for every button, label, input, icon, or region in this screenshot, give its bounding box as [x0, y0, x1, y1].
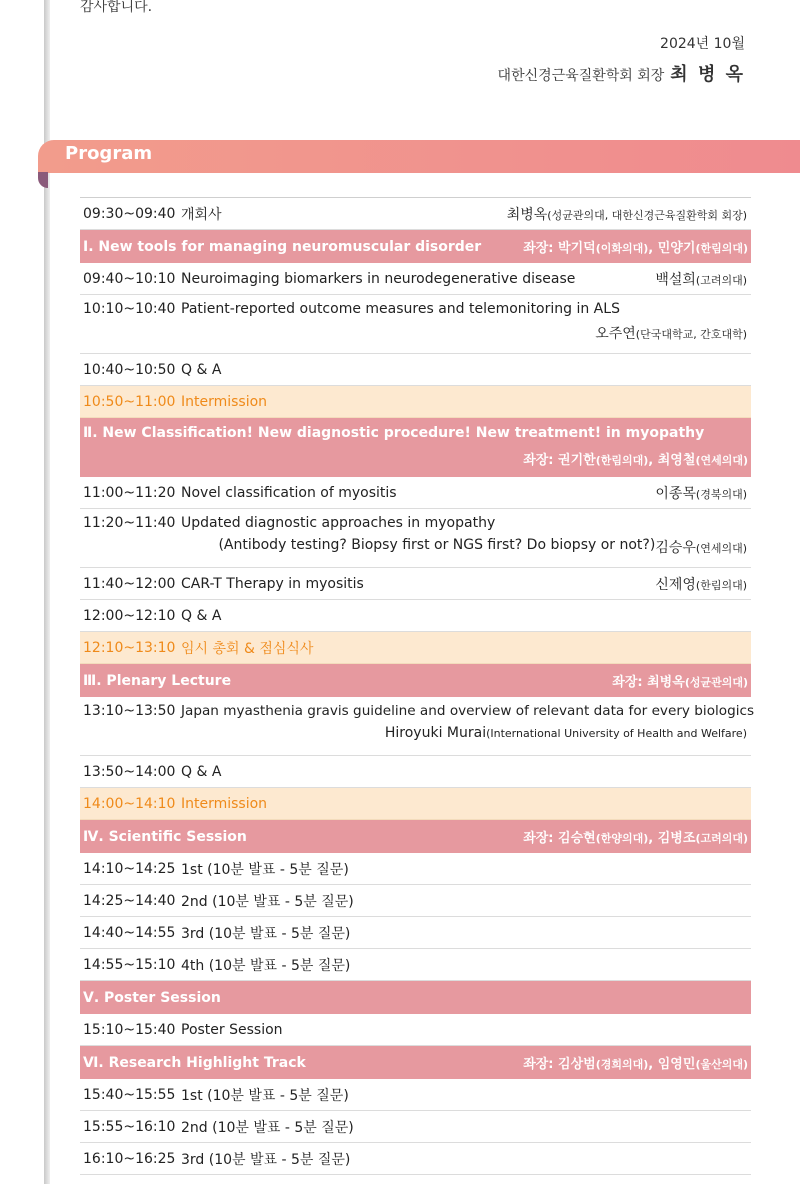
- row-title: Q & A: [181, 607, 222, 624]
- row-title: Novel classification of myositis: [181, 484, 397, 501]
- row-time: 11:00~11:20: [83, 484, 176, 501]
- chair-name: 김병조: [657, 831, 696, 846]
- row-time: 09:30~09:40: [83, 205, 176, 222]
- speaker-affiliation: (연세의대): [695, 542, 747, 555]
- row-title: Updated diagnostic approaches in myopathy: [181, 515, 496, 531]
- section-header: [80, 981, 751, 1014]
- chair-name: 김승현: [558, 831, 596, 846]
- row-title: 1st (10분 발표 - 5분 질문): [181, 861, 349, 878]
- chair-name: 박기덕: [558, 241, 596, 256]
- table-row: [80, 1014, 751, 1046]
- table-row: [80, 1143, 751, 1175]
- chair-separator: ,: [648, 1057, 658, 1072]
- row-time: 11:20~11:40: [83, 515, 176, 531]
- row-time: 10:50~11:00: [83, 393, 176, 410]
- row-speaker: [83, 725, 747, 741]
- signature: [498, 60, 745, 86]
- row-title: Q & A: [181, 361, 222, 378]
- chair-affiliation: (연세의대): [695, 454, 748, 467]
- speaker-affiliation: (단국대학교, 간호대학): [635, 328, 747, 341]
- chair-affiliation: (한양의대): [595, 832, 649, 845]
- chair-label: 좌장:: [523, 241, 559, 256]
- section-header: [80, 1046, 751, 1079]
- speaker-name: 백설희: [655, 271, 696, 288]
- row-title: Intermission: [181, 393, 268, 410]
- row-time: 14:40~14:55: [83, 924, 176, 941]
- chair-affiliation: (고려의대): [695, 832, 748, 845]
- section-title: Ⅳ. Scientific Session: [83, 828, 247, 845]
- program-title: Program: [65, 143, 153, 164]
- table-row: [80, 1111, 751, 1143]
- intermission-row: [80, 632, 751, 664]
- row-time: 12:10~13:10: [83, 639, 176, 656]
- speaker-name: 김승우: [655, 540, 696, 556]
- table-row: [80, 697, 755, 756]
- table-row: [80, 885, 751, 917]
- section-title: Ⅵ. Research Highlight Track: [83, 1054, 306, 1071]
- chair-separator: ,: [648, 453, 658, 468]
- row-speaker: [655, 537, 747, 557]
- row-time: 14:25~14:40: [83, 892, 176, 909]
- table-row: [80, 949, 751, 981]
- row-title: 임시 총회 & 점심식사: [181, 640, 314, 657]
- section-title: Ⅱ. New Classification! New diagnostic procedure! New treatment! in myopathy: [83, 425, 705, 441]
- table-row: [80, 354, 751, 386]
- sign-name: 최 병 옥: [670, 64, 745, 85]
- row-speaker: [655, 574, 747, 594]
- row-speaker: [507, 204, 747, 224]
- chair-name: 김상범: [558, 1057, 596, 1072]
- intermission-row: [80, 386, 751, 418]
- section-chair: [523, 237, 748, 256]
- program-table: [80, 197, 755, 1175]
- section-header: [80, 418, 751, 477]
- row-title: Q & A: [181, 763, 222, 780]
- row-time: 14:55~15:10: [83, 956, 176, 973]
- chair-name: 민양기: [657, 241, 696, 256]
- section-title: Ⅰ. New tools for managing neuromuscular disorder: [83, 238, 482, 255]
- row-time: 15:55~16:10: [83, 1118, 176, 1135]
- chair-affiliation: (한림의대): [595, 454, 649, 467]
- row-time: 10:40~10:50: [83, 361, 176, 378]
- chair-name: 최병옥: [647, 675, 685, 690]
- table-row: [80, 756, 751, 788]
- chair-label: 좌장:: [523, 453, 559, 468]
- row-time: 13:50~14:00: [83, 763, 176, 780]
- section-chair: [612, 671, 748, 690]
- section-chair: [83, 449, 748, 468]
- row-time: 10:10~10:40: [83, 301, 176, 317]
- speaker-name: 이종목: [655, 485, 696, 502]
- table-row: [80, 853, 751, 885]
- row-title: CAR-T Therapy in myositis: [181, 575, 364, 592]
- row-title: 1st (10분 발표 - 5분 질문): [181, 1087, 349, 1104]
- chair-separator: ,: [648, 831, 658, 846]
- section-title: Ⅴ. Poster Session: [83, 989, 221, 1006]
- chair-affiliation: (이화의대): [595, 242, 649, 255]
- chair-separator: ,: [648, 241, 658, 256]
- table-row: [80, 600, 751, 632]
- row-time: 13:10~13:50: [83, 703, 176, 719]
- row-title: Japan myasthenia gravis guideline and overview of relevant data for every biologics: [181, 703, 755, 719]
- row-time: 11:40~12:00: [83, 575, 176, 592]
- section-title: Ⅲ. Plenary Lecture: [83, 672, 232, 689]
- chair-affiliation: (한림의대): [695, 242, 748, 255]
- program-banner: [38, 140, 800, 173]
- section-header: [80, 820, 751, 853]
- speaker-affiliation: (한림의대): [695, 578, 747, 592]
- section-header: [80, 230, 751, 263]
- chair-label: 좌장:: [523, 831, 559, 846]
- table-row: [80, 1079, 751, 1111]
- row-time: 15:10~15:40: [83, 1021, 176, 1038]
- speaker-affiliation: (성균관의대, 대한신경근육질환학회 회장): [547, 208, 747, 222]
- row-title: Patient-reported outcome measures and telemonitoring in ALS: [181, 301, 620, 317]
- speaker-affiliation: (International University of Health and Welfare): [486, 727, 747, 740]
- row-title: 2nd (10분 발표 - 5분 질문): [181, 1119, 354, 1136]
- row-speaker: [83, 323, 747, 343]
- row-time: 12:00~12:10: [83, 607, 176, 624]
- chair-name: 권기한: [558, 453, 596, 468]
- table-row: [80, 917, 751, 949]
- chair-label: 좌장:: [612, 675, 648, 690]
- section-chair: [523, 827, 748, 846]
- table-row: [80, 263, 751, 295]
- chair-name: 최영철: [657, 453, 696, 468]
- table-row: [80, 477, 751, 509]
- row-title: 4th (10분 발표 - 5분 질문): [181, 957, 351, 974]
- chair-affiliation: (울산의대): [695, 1058, 748, 1071]
- speaker-name: Hiroyuki Murai: [384, 725, 487, 741]
- row-title: 3rd (10분 발표 - 5분 질문): [181, 925, 351, 942]
- section-chair: [523, 1053, 748, 1072]
- section-header: [80, 664, 751, 697]
- row-title: 3rd (10분 발표 - 5분 질문): [181, 1151, 351, 1168]
- table-row: [80, 295, 751, 354]
- row-speaker: [655, 483, 747, 503]
- row-title: Neuroimaging biomarkers in neurodegenerative disease: [181, 270, 576, 287]
- speaker-name: 오주연: [595, 326, 636, 342]
- row-speaker: [655, 269, 747, 289]
- row-title: Intermission: [181, 795, 268, 812]
- intermission-row: [80, 788, 751, 820]
- chair-affiliation: (성균관의대): [684, 676, 748, 689]
- row-title: Poster Session: [181, 1021, 283, 1038]
- speaker-name: 최병옥: [506, 206, 548, 223]
- row-time: 09:40~10:10: [83, 270, 176, 287]
- row-title: 개회사: [181, 206, 222, 223]
- chair-name: 임영민: [657, 1057, 696, 1072]
- row-subtitle: (Antibody testing? Biopsy first or NGS first? Do biopsy or not?): [218, 537, 656, 553]
- speaker-affiliation: (고려의대): [695, 273, 747, 287]
- banner-accent: [38, 172, 48, 188]
- row-time: 14:10~14:25: [83, 860, 176, 877]
- row-title: 2nd (10분 발표 - 5분 질문): [181, 893, 354, 910]
- table-row: [80, 509, 751, 568]
- chair-label: 좌장:: [523, 1057, 559, 1072]
- table-row: [80, 198, 751, 230]
- sign-role: 대한신경근육질환학회 회장: [497, 68, 665, 84]
- table-row: [80, 568, 751, 600]
- speaker-affiliation: (경북의대): [695, 487, 747, 501]
- row-time: 14:00~14:10: [83, 795, 176, 812]
- chair-affiliation: (경희의대): [595, 1058, 649, 1071]
- closing-text: 감사합니다.: [80, 0, 153, 15]
- speaker-name: 신제영: [655, 576, 696, 593]
- letter-date: 2024년 10월: [660, 36, 745, 52]
- row-time: 16:10~16:25: [83, 1150, 176, 1167]
- row-time: 15:40~15:55: [83, 1086, 176, 1103]
